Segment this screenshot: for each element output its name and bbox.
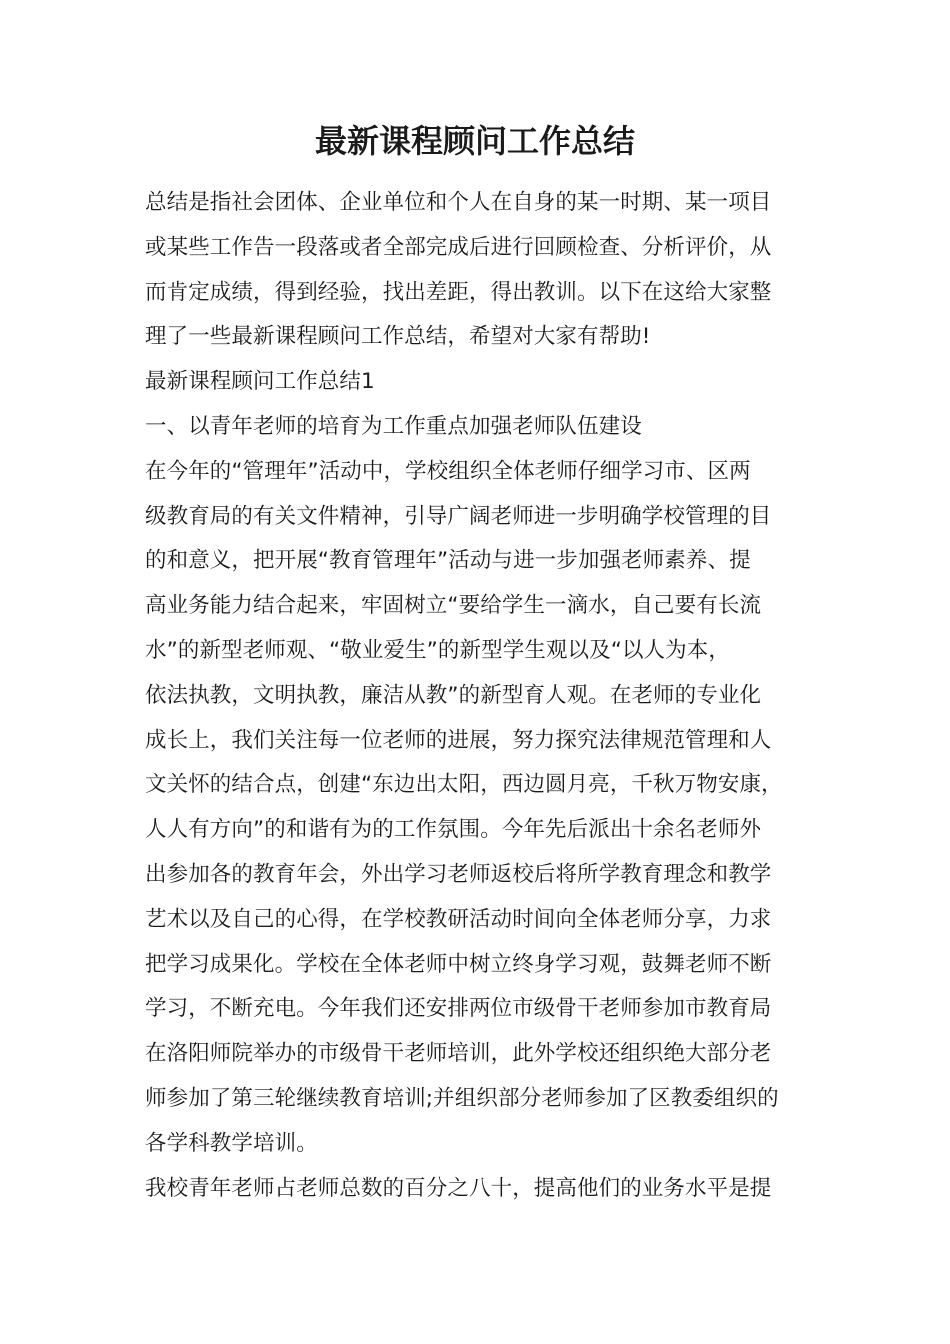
paragraph-line: 在今年的“管理年”活动中，学校组织全体老师仔细学习市、区两 (145, 458, 751, 484)
intro-line: 理了一些最新课程顾问工作总结，希望对大家有帮助! (145, 324, 651, 350)
paragraph-line: 依法执教，文明执教，廉洁从教”的新型育人观。在老师的专业化 (145, 682, 762, 708)
paragraph-line: 出参加各的教育年会，外出学习老师返校后将所学教育理念和教学 (145, 861, 772, 887)
paragraph-line: 把学习成果化。学校在全体老师中树立终身学习观，鼓舞老师不断 (145, 951, 772, 977)
paragraph-line: 我校青年老师占老师总数的百分之八十，提高他们的业务水平是提 (145, 1175, 772, 1201)
section-heading: 最新课程顾问工作总结1 (145, 369, 375, 395)
intro-line: 而肯定成绩，得到经验，找出差距，得出教训。以下在这给大家整 (145, 279, 772, 305)
document-title: 最新课程顾问工作总结 (314, 122, 635, 160)
paragraph-line: 在洛阳师院举办的市级骨干老师培训，此外学校还组织绝大部分老 (145, 1041, 772, 1067)
paragraph-line: 各学科教学培训。 (145, 1130, 318, 1156)
paragraph-line: 人人有方向”的和谐有为的工作氛围。今年先后派出十余名老师外 (145, 817, 762, 843)
intro-line: 总结是指社会团体、企业单位和个人在自身的某一时期、某一项目 (145, 190, 772, 215)
paragraph-line: 文关怀的结合点，创建“东边出太阳，西边圆月亮，千秋万物安康， (145, 772, 783, 798)
paragraph-line: 水”的新型老师观、“敬业爱生”的新型学生观以及“以人为本， (145, 637, 730, 663)
paragraph-line: 高业务能力结合起来，牢固树立“要给学生一滴水，自己要有长流 (145, 593, 762, 619)
paragraph-line: 艺术以及自己的心得，在学校教研活动时间向全体老师分享，力求 (145, 906, 772, 932)
paragraph-line: 学习，不断充电。今年我们还安排两位市级骨干老师参加市教育局 (145, 996, 772, 1022)
subheading: 一、以青年老师的培育为工作重点加强老师队伍建设 (145, 413, 642, 439)
paragraph-line: 的和意义，把开展“教育管理年”活动与进一步加强老师素养、提 (145, 548, 751, 574)
intro-line: 或某些工作告一段落或者全部完成后进行回顾检查、分析评价，从 (145, 234, 772, 260)
document-body (145, 181, 825, 1211)
paragraph-line: 级教育局的有关文件精神，引导广阔老师进一步明确学校管理的目 (145, 503, 772, 529)
paragraph-line: 师参加了第三轮继续教育培训;并组织部分老师参加了区教委组织的 (145, 1085, 779, 1111)
paragraph-line: 成长上，我们关注每一位老师的进展，努力探究法律规范管理和人 (145, 727, 772, 753)
